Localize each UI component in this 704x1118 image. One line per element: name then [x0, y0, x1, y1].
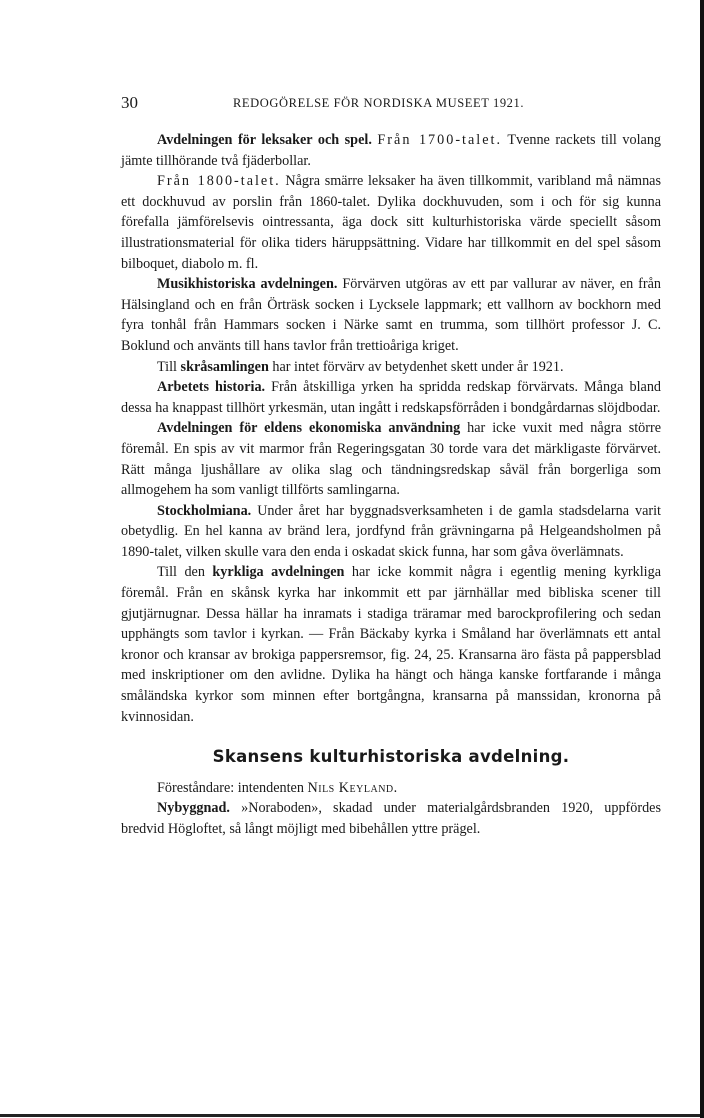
scan-edge-right: [700, 0, 704, 1118]
period-label: Från 1700-talet.: [377, 132, 503, 148]
spacer: [121, 727, 661, 747]
paragraph-fire: [121, 418, 661, 500]
paragraph-pre: Till: [157, 358, 177, 375]
page-header: [121, 93, 661, 115]
paragraph-new-building: [121, 798, 661, 839]
page-number: 30: [121, 93, 138, 112]
paragraph-text: har intet förvärv av betydenhet skett under år 1921.: [272, 358, 564, 375]
paragraph-toys: [121, 130, 661, 171]
period-label: Från 1800-talet.: [157, 173, 281, 190]
paragraph-craft-collection: [121, 357, 661, 378]
paragraph-text: har icke kommit några i egentlig mening kyrkliga föremål. Från en skånsk kyrka har inkommit ett par järnhällar med bibliska scener till gjutjärnugnar. Dessa hällar ha inramats i stadiga träramar med barockprofilering och sedan upphängts som tavlor i kyrkan. — Från Bäckaby kyrka i Småland har överlämnats ett antal kronor och kransar av brokiga pappersremsor, fig. 24, 25. Kransarna äro fästa på pappersblad med inskriptioner om den avlidne. Dylika ha hängt och hänga kanske fortfarande i många småländska kyrkor som minnen efter bortgångna, kransarna på manssidan, kronorna på kvinnosidan.: [121, 564, 661, 725]
director-name: Nils Keyland.: [307, 779, 398, 796]
paragraph-text: Under året har byggnadsverksamheten i de gamla stadsdelarna varit obetydlig. En hel kanna av bränd lera, jordfynd från grävningarna på Helgeandsholmen på 1890-talet, vilken skulle vara den enda i oskadat skick funna, har som gåva överlämnats.: [121, 502, 661, 560]
body-text: [121, 130, 661, 840]
paragraph-text: Förvärven utgöras av ett par vallurar av näver, en från Hälsingland och en från Örträsk socken i Lycksele lappmark; ett vallhorn av bockhorn med fyra tonhål från Hammars socken i Närke samt en trumma, som tillhört professor J. C. Boklund och använts till hans tavlor från trettioåriga kriget.: [121, 276, 662, 354]
paragraph-pre: Till den: [157, 564, 205, 581]
paragraph-text: Några smärre leksaker ha även tillkommit, varibland må nämnas ett dockhuvud av porslin från 1860-talet. Dylika dockhuvuden, som i och för sig kunna förefalla jämförelsevis ointressanta, äga dock sitt kulturhistoriska värde speciellt såsom illustrationsmaterial för olika tiders häruppsättning. Vidare har tillkommit en del spel såsom bilboquet, diabolo m. fl.: [121, 173, 662, 272]
paragraph-text: har icke vuxit med några större föremål. En spis av vit marmor från Regeringsgatan 30 torde vara det märkligaste förvärvet. Rätt många ljushållare av olika slag och tändningsredskap såväl från borgerliga som allmogehem ha som vanligt tillförts samlingarna.: [121, 420, 661, 499]
paragraph-lead: Nybyggnad.: [157, 800, 230, 817]
spacer: [121, 768, 661, 778]
paragraph-church: [121, 562, 661, 727]
paragraph-work-history: [121, 377, 661, 418]
paragraph-lead: Arbetets historia.: [157, 379, 266, 396]
scan-edge-bottom: [0, 1114, 704, 1117]
paragraph-lead: Avdelningen för leksaker och spel.: [157, 132, 372, 148]
paragraph-music: [121, 274, 661, 356]
running-title: REDOGÖRELSE FÖR NORDISKA MUSEET 1921.: [233, 96, 525, 110]
paragraph-toys-1800: [121, 171, 661, 274]
paragraph-lead: Avdelningen för eldens ekonomiska användning: [157, 420, 461, 437]
paragraph-text: Från åtskilliga yrken ha spridda redskap förvärvats. Många bland dessa ha knappast tillhört yrkesmän, utan ingått i redskapsförråden i bondgårdarnas slöjdbodar.: [121, 379, 662, 416]
paragraph-lead: kyrkliga avdelningen: [212, 564, 345, 581]
paragraph-text: Tvenne rackets till volang jämte tillhörande två fjäderbollar.: [121, 132, 662, 169]
paragraph-text: »Noraboden», skadad under materialgårdsbranden 1920, uppfördes bredvid Högloftet, så långt möjligt med bibehållen yttre prägel.: [121, 800, 661, 837]
paragraph-lead: skråsamlingen: [180, 358, 269, 375]
director-label: Föreståndare: intendenten: [157, 779, 304, 796]
section-heading: Skansens kulturhistoriska avdelning.: [212, 747, 570, 767]
paragraph-lead: Musikhistoriska avdelningen.: [157, 276, 338, 293]
paragraph-stockholmiana: [121, 501, 661, 563]
director-line: [121, 778, 661, 799]
paragraph-lead: Stockholmiana.: [157, 502, 252, 519]
